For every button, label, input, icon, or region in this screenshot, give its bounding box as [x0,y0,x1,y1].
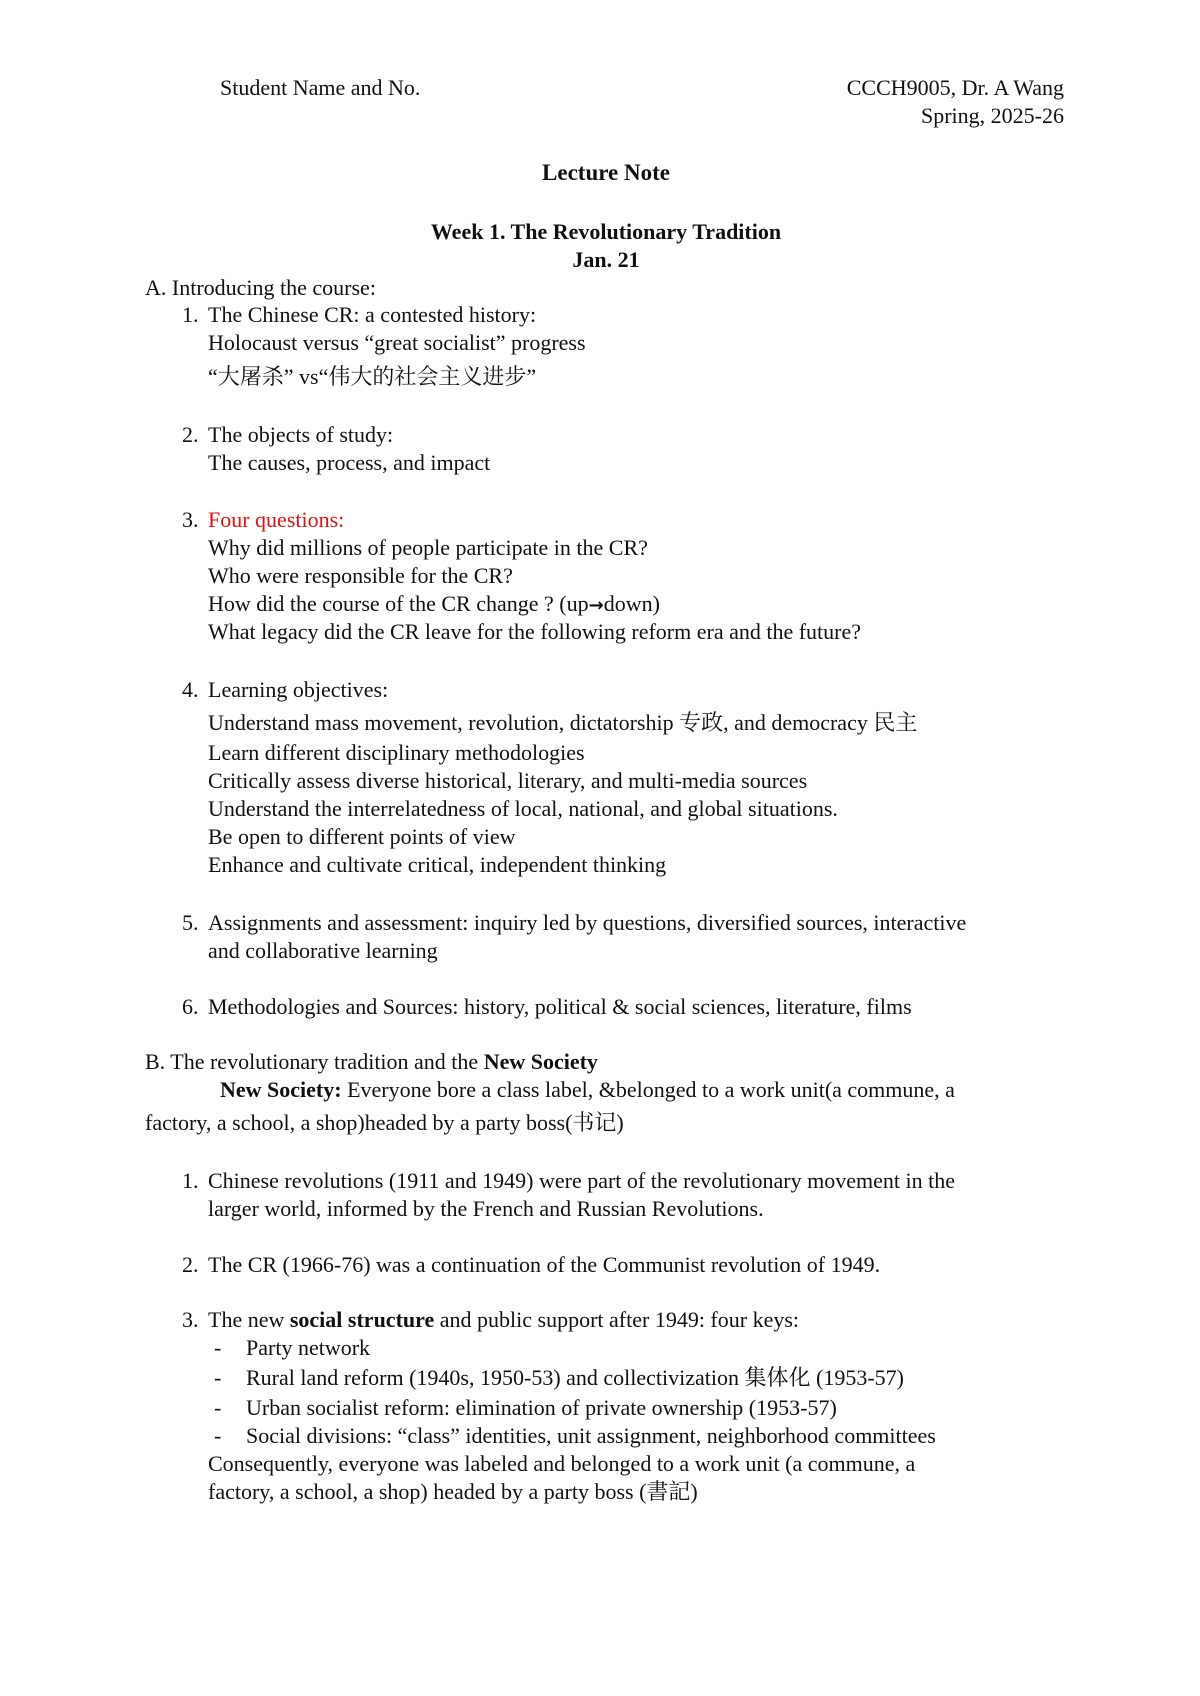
bullet-dash: - [214,1423,222,1448]
list-item-text: The objects of study: [208,422,394,447]
lecture-date: Jan. 21 [572,247,640,272]
question-text: How did the course of the CR change ? (up [208,591,589,616]
list-item-text: The CR (1966-76) was a continuation of the Communist revolution of 1949. [208,1252,881,1277]
list-number: 3. [182,507,199,532]
question-line: Who were responsible for the CR? [208,563,513,588]
objective-line: Understand the interrelatedness of local, national, and global situations. [208,796,838,821]
section-b-heading-text: B. The revolutionary tradition and the [145,1049,484,1074]
objective-line: Critically assess diverse historical, literary, and multi-media sources [208,768,808,793]
question-line: What legacy did the CR leave for the following reform era and the future? [208,619,862,644]
list-item-line: and collaborative learning [208,938,438,963]
bullet-dash: - [214,1365,222,1390]
new-society-definition [220,1077,955,1103]
term-info: Spring, 2025-26 [921,103,1064,128]
list-item-text: Learning objectives: [208,677,389,702]
list-number: 2. [182,1252,199,1277]
student-name-label: Student Name and No. [220,75,421,100]
list-item-text: Assignments and assessment: inquiry led by questions, diversified sources, interactive [208,910,967,935]
objective-line: Be open to different points of view [208,824,516,849]
objective-line: Learn different disciplinary methodologies [208,740,585,765]
list-item-text-post: and public support after 1949: four keys: [434,1307,800,1332]
list-item-text: Methodologies and Sources: history, political & social sciences, literature, films [208,994,912,1019]
page-title: Lecture Note [542,160,670,185]
list-number: 1. [182,302,199,327]
list-item-text: Chinese revolutions (1911 and 1949) were part of the revolutionary movement in the [208,1168,955,1193]
conclusion-line: factory, a school, a shop) headed by a party boss (書記) [208,1479,698,1504]
bullet-item: Party network [246,1335,371,1360]
week-title: Week 1. The Revolutionary Tradition [430,219,782,244]
section-b-heading [145,1049,598,1075]
new-society-definition-line2: factory, a school, a shop)headed by a party boss(书记) [145,1110,624,1135]
objective-line: Understand mass movement, revolution, dictatorship 专政, and democracy 民主 [208,710,918,735]
bullet-item: Social divisions: “class” identities, unit assignment, neighborhood committees [246,1423,936,1448]
question-line [208,591,660,619]
list-item-text [208,1307,799,1333]
list-item-line: Holocaust versus “great socialist” progress [208,330,586,355]
question-line: Why did millions of people participate in the CR? [208,535,648,560]
question-text: down) [603,591,660,616]
list-item-line-chinese: “大屠杀” vs“伟大的社会主义进步” [208,364,537,389]
bullet-item: Rural land reform (1940s, 1950-53) and collectivization 集体化 (1953-57) [246,1365,905,1390]
list-number: 6. [182,994,199,1019]
list-item-line: The causes, process, and impact [208,450,491,475]
new-society-text: Everyone bore a class label, &belonged to a work unit(a commune, a [341,1077,955,1102]
conclusion-line: Consequently, everyone was labeled and belonged to a work unit (a commune, a [208,1451,916,1476]
objective-line: Enhance and cultivate critical, independent thinking [208,852,667,877]
list-number: 1. [182,1168,199,1193]
bullet-dash: - [214,1335,222,1360]
list-number: 2. [182,422,199,447]
new-society-label: New Society: [220,1077,342,1102]
section-b-heading-bold: New Society [483,1049,598,1074]
bullet-dash: - [214,1395,222,1420]
course-info: CCCH9005, Dr. A Wang [846,75,1064,100]
right-arrow-icon: → [588,595,604,616]
bullet-item: Urban socialist reform: elimination of private ownership (1953-57) [246,1395,837,1420]
list-item-text-pre: The new [208,1307,290,1332]
list-item-text: The Chinese CR: a contested history: [208,302,537,327]
list-number: 5. [182,910,199,935]
social-structure-bold: social structure [289,1307,435,1332]
four-questions-heading: Four questions: [208,507,345,532]
list-item-line: larger world, informed by the French and Russian Revolutions. [208,1196,764,1221]
list-number: 4. [182,677,199,702]
list-number: 3. [182,1307,199,1332]
section-a-heading: A. Introducing the course: [145,275,376,300]
